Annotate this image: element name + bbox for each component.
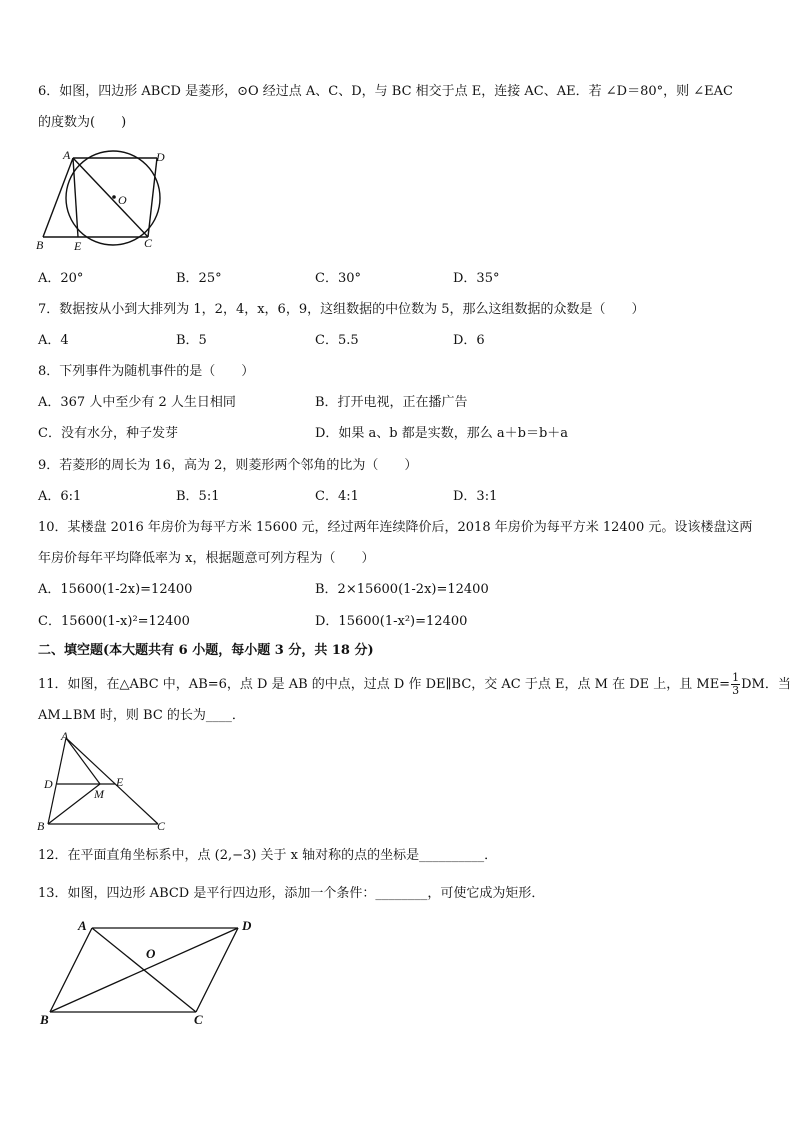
q6-figure bbox=[30, 145, 170, 255]
q9-option-a: A．6:1 bbox=[38, 489, 82, 504]
q6-option-d: D．35° bbox=[453, 271, 500, 286]
q6-label-A: A bbox=[63, 148, 71, 162]
q10-stem-line1: 10．某楼盘 2016 年房价为每平方米 15600 元，经过两年连续降价后，2018 年房价为每平方米 12400 元。设该楼盘这两 bbox=[38, 520, 753, 535]
q13-label-A: A bbox=[78, 918, 87, 933]
q10-stem-line2: 年房价每年平均降低率为 x，根据题意可列方程为（ ） bbox=[38, 551, 375, 566]
q9-option-b: B．5:1 bbox=[176, 489, 220, 504]
q11-figure bbox=[34, 732, 174, 834]
q9-option-c: C．4:1 bbox=[315, 489, 359, 504]
q10-option-a: A．15600(1-2x)=12400 bbox=[38, 582, 193, 597]
q11-fraction-denominator: 3 bbox=[732, 684, 740, 697]
q8-option-c: C．没有水分，种子发芽 bbox=[38, 426, 178, 441]
q10-option-c: C．15600(1-x)²=12400 bbox=[38, 614, 190, 629]
q6-stem-line1: 6．如图，四边形 ABCD 是菱形，⊙O 经过点 A、C、D，与 BC 相交于点 E，连接 AC、AE．若 ∠D＝80°，则 ∠EAC bbox=[38, 84, 733, 99]
q11-stem-line2: AM⊥BM 时，则 BC 的长为____． bbox=[38, 708, 245, 723]
q7-option-b: B．5 bbox=[176, 333, 207, 348]
q8-stem: 8．下列事件为随机事件的是（ ） bbox=[38, 364, 255, 379]
q6-option-a: A．20° bbox=[38, 271, 84, 286]
q7-option-d: D．6 bbox=[453, 333, 485, 348]
q7-option-c: C．5.5 bbox=[315, 333, 359, 348]
q13-label-B: B bbox=[40, 1012, 49, 1027]
q6-label-D: D bbox=[156, 150, 165, 164]
q11-label-E: E bbox=[116, 775, 124, 789]
q6-option-c: C．30° bbox=[315, 271, 361, 286]
q11-stem-line1 bbox=[38, 672, 791, 697]
q13-stem: 13．如图，四边形 ABCD 是平行四边形，添加一个条件：________，可使它成为矩形． bbox=[38, 886, 545, 901]
q11-fraction-numerator: 1 bbox=[732, 671, 740, 684]
q11-fraction bbox=[731, 672, 740, 697]
q8-option-b: B．打开电视，正在播广告 bbox=[315, 395, 468, 410]
q11-label-A: A bbox=[61, 732, 69, 743]
q7-option-a: A．4 bbox=[38, 333, 69, 348]
q13-label-O: O bbox=[146, 946, 156, 961]
q12-stem: 12．在平面直角坐标系中，点 (2,−3) 关于 x 轴对称的点的坐标是__________． bbox=[38, 848, 498, 863]
q13-figure bbox=[36, 912, 266, 1028]
q8-option-d: D．如果 a、b 都是实数，那么 a＋b＝b＋a bbox=[315, 426, 569, 441]
q13-label-C: C bbox=[194, 1012, 203, 1027]
section-heading-fill-in: 二、填空题(本大题共有 6 小题，每小题 3 分，共 18 分) bbox=[38, 643, 374, 658]
q11-label-B: B bbox=[37, 819, 45, 833]
q6-label-E: E bbox=[74, 239, 82, 253]
q11-label-C: C bbox=[157, 819, 166, 833]
q11-label-D: D bbox=[44, 777, 53, 791]
q10-option-d: D．15600(1-x²)=12400 bbox=[315, 614, 468, 629]
q10-option-b: B．2×15600(1-2x)=12400 bbox=[315, 582, 489, 597]
q11-stem-part2: DM．当 bbox=[741, 677, 791, 692]
q6-label-B: B bbox=[36, 238, 44, 252]
q8-option-a: A．367 人中至少有 2 人生日相同 bbox=[38, 395, 236, 410]
q9-option-d: D．3:1 bbox=[453, 489, 498, 504]
q6-label-O: O bbox=[118, 193, 127, 207]
q6-stem-line2: 的度数为( ) bbox=[38, 115, 127, 130]
q11-stem-part1: 11．如图，在△ABC 中，AB=6，点 D 是 AB 的中点，过点 D 作 DE∥BC，交 AC 于点 E，点 M 在 DE 上，且 ME= bbox=[38, 677, 731, 692]
q9-stem: 9．若菱形的周长为 16，高为 2，则菱形两个邻角的比为（ ） bbox=[38, 458, 418, 473]
q13-label-D: D bbox=[242, 918, 252, 933]
q7-stem: 7．数据按从小到大排列为 1，2，4，x，6，9，这组数据的中位数为 5，那么这组数据的众数是（ ） bbox=[38, 302, 645, 317]
q6-option-b: B．25° bbox=[176, 271, 222, 286]
q11-label-M: M bbox=[94, 787, 104, 801]
q6-label-C: C bbox=[144, 236, 153, 250]
